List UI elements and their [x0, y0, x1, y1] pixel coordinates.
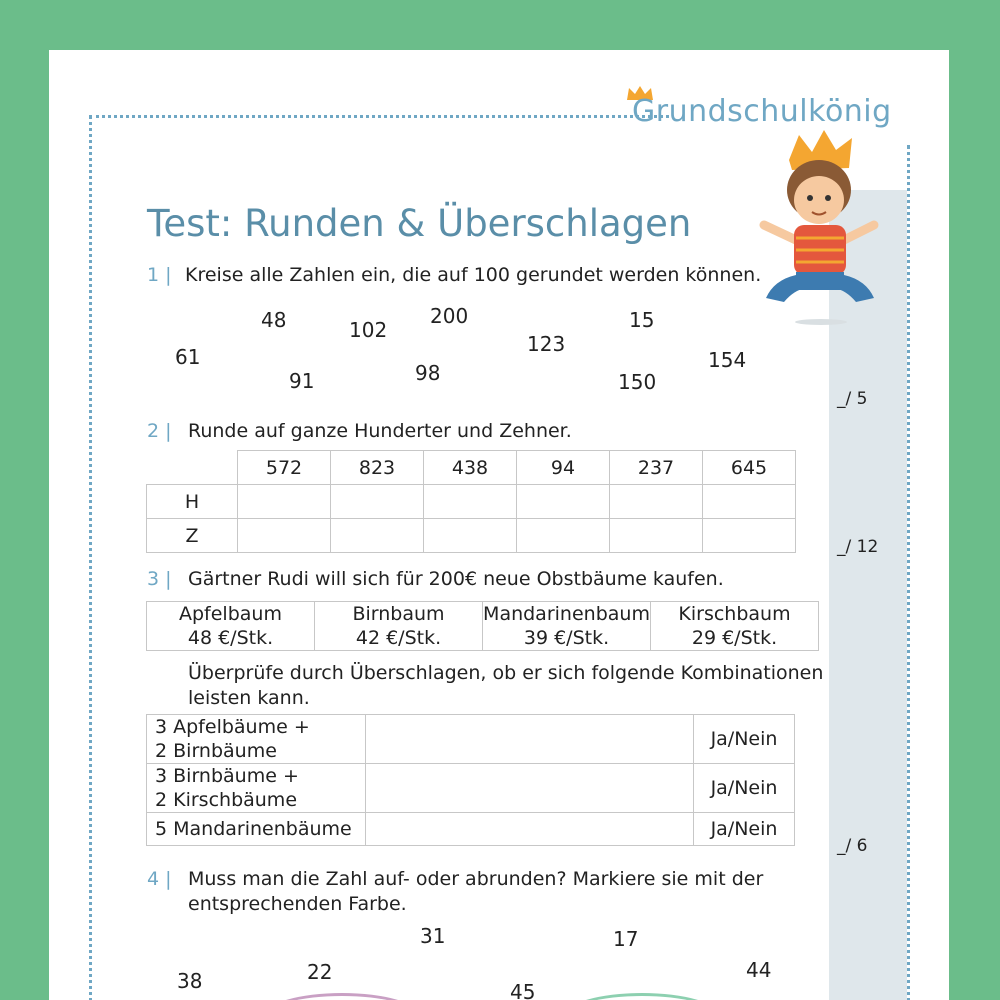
- calculation-cell[interactable]: [366, 715, 694, 764]
- q4-number-item[interactable]: 44: [746, 958, 772, 982]
- q1-number-item[interactable]: 123: [527, 332, 566, 356]
- answer-cell[interactable]: [424, 485, 517, 519]
- answer-cell[interactable]: [238, 519, 331, 553]
- q1-number-item[interactable]: 91: [289, 369, 315, 393]
- q3-score: _/ 6: [837, 836, 868, 856]
- table-header-cell: 572: [238, 451, 331, 485]
- answer-cell[interactable]: [331, 485, 424, 519]
- dotted-border-left: [89, 115, 92, 1000]
- calculation-cell[interactable]: [366, 764, 694, 813]
- q2-score: _/ 12: [837, 537, 879, 557]
- q2-text: Runde auf ganze Hunderter und Zehner.: [188, 420, 572, 442]
- answer-cell[interactable]: [703, 485, 796, 519]
- table-header-cell: 438: [424, 451, 517, 485]
- brand-logo: Grundschulkönig: [632, 94, 892, 129]
- answer-cell[interactable]: [238, 485, 331, 519]
- tree-price: 48 €/Stk.: [187, 627, 274, 649]
- q1-score: _/ 5: [837, 389, 868, 409]
- q2-number: 2 |: [147, 420, 172, 442]
- combo-line: 2 Kirschbäume: [155, 789, 298, 811]
- q3-text: Gärtner Rudi will sich für 200€ neue Obstbäume kaufen.: [188, 568, 724, 590]
- combo-label: [147, 764, 366, 813]
- table-header-cell: 94: [517, 451, 610, 485]
- answer-option[interactable]: Ja/Nein: [694, 764, 795, 813]
- calculation-cell[interactable]: [366, 813, 694, 846]
- q1-number-item[interactable]: 98: [415, 361, 441, 385]
- q3-number: 3 |: [147, 568, 172, 590]
- q4-number-item[interactable]: 31: [420, 924, 446, 948]
- answer-option[interactable]: Ja/Nein: [694, 813, 795, 846]
- q3-instruction-line1: Überprüfe durch Überschlagen, ob er sich folgende Kombinationen: [188, 662, 824, 684]
- answer-cell[interactable]: [610, 519, 703, 553]
- q1-number-item[interactable]: 61: [175, 345, 201, 369]
- q1-number-item[interactable]: 102: [349, 318, 388, 342]
- q4-number-item[interactable]: 38: [177, 969, 203, 993]
- q4-number: 4 |: [147, 868, 172, 890]
- tree-price: 42 €/Stk.: [355, 627, 442, 649]
- answer-cell[interactable]: [517, 485, 610, 519]
- rounding-table: [146, 450, 796, 553]
- answer-cell[interactable]: [517, 519, 610, 553]
- q1-number-item[interactable]: 200: [430, 304, 469, 328]
- combo-label: [147, 715, 366, 764]
- price-cell-pear: [315, 602, 483, 651]
- answer-cell[interactable]: [703, 519, 796, 553]
- q1-number-item[interactable]: 150: [618, 370, 657, 394]
- table-header-cell: 823: [331, 451, 424, 485]
- tree-name: Mandarinenbaum: [483, 603, 650, 625]
- tree-price: 29 €/Stk.: [691, 627, 778, 649]
- page-title: Test: Runden & Überschlagen: [147, 202, 692, 245]
- kid-illustration: [744, 130, 884, 330]
- tree-name: Birnbaum: [352, 603, 445, 625]
- combo-line: 5 Mandarinenbäume: [155, 818, 352, 840]
- dotted-border-right: [907, 145, 910, 1000]
- q4-number-item[interactable]: 17: [613, 927, 639, 951]
- row-label-hundreds: H: [147, 485, 238, 519]
- q4-text-line2: entsprechenden Farbe.: [188, 893, 407, 915]
- tree-name: Apfelbaum: [179, 603, 282, 625]
- combo-line: 2 Birnbäume: [155, 740, 277, 762]
- tree-name: Kirschbaum: [678, 603, 791, 625]
- tree-price: 39 €/Stk.: [523, 627, 610, 649]
- table-header-cell: 237: [610, 451, 703, 485]
- price-cell-cherry: [651, 602, 819, 651]
- q1-number-item[interactable]: 154: [708, 348, 747, 372]
- q3-instruction-line2: leisten kann.: [188, 687, 310, 709]
- round-up-color-field: [564, 993, 720, 1000]
- combo-label: [147, 813, 366, 846]
- answer-cell[interactable]: [331, 519, 424, 553]
- q4-number-item[interactable]: 22: [307, 960, 333, 984]
- answer-cell[interactable]: [610, 485, 703, 519]
- answer-cell[interactable]: [424, 519, 517, 553]
- combo-line: 3 Apfelbäume +: [155, 716, 310, 738]
- combo-line: 3 Birnbäume +: [155, 765, 299, 787]
- round-down-color-field: [264, 993, 420, 1000]
- combination-table: [146, 714, 795, 846]
- q4-text-line1: Muss man die Zahl auf- oder abrunden? Markiere sie mit der: [188, 868, 764, 890]
- q1-text: Kreise alle Zahlen ein, die auf 100 gerundet werden können.: [185, 264, 762, 286]
- q1-number-item[interactable]: 48: [261, 308, 287, 332]
- table-corner: [147, 451, 238, 485]
- price-cell-mandarin: [483, 602, 651, 651]
- table-header-cell: 645: [703, 451, 796, 485]
- q4-number-item[interactable]: 45: [510, 980, 536, 1000]
- price-table: [146, 601, 819, 651]
- dotted-border-top: [89, 115, 669, 118]
- q1-number-item[interactable]: 15: [629, 308, 655, 332]
- row-label-tens: Z: [147, 519, 238, 553]
- price-cell-apple: [147, 602, 315, 651]
- worksheet: [49, 50, 949, 1000]
- q1-number: 1 |: [147, 264, 172, 286]
- answer-option[interactable]: Ja/Nein: [694, 715, 795, 764]
